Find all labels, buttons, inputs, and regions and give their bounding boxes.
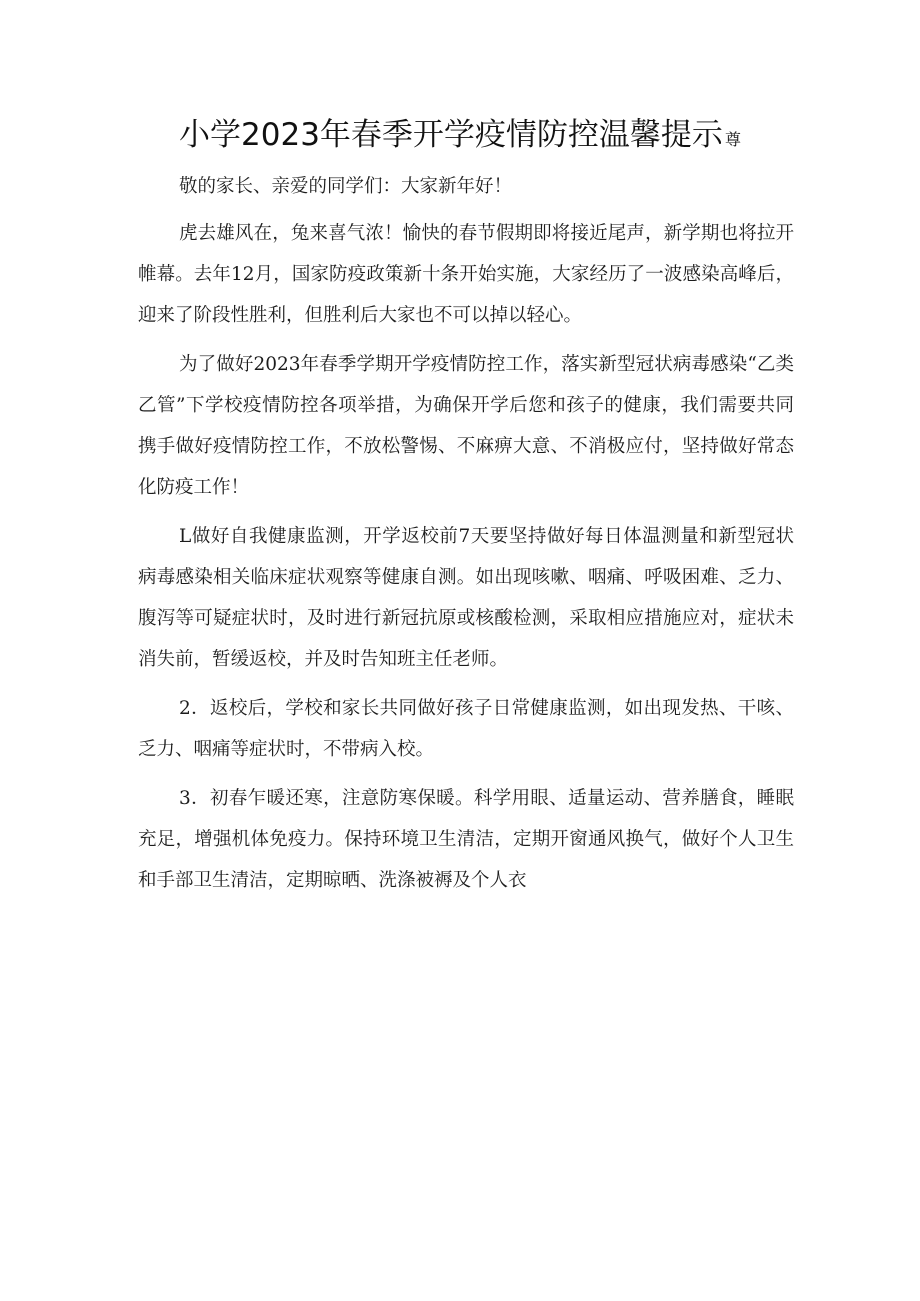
greeting-paragraph: 敬的家长、亲爱的同学们：大家新年好！ — [179, 176, 513, 197]
item-3-paragraph: 3．初春乍暖还寒，注意防寒保暖。科学用眼、适量运动、营养膳食，睡眠充足，增强机体免疫力。保持环境卫生清洁，定期开窗通风换气，做好个人卫生和手部卫生清洁，定期晾晒、洗涤被褥及个人衣 — [138, 788, 794, 891]
document-title — [0, 113, 920, 162]
document-body — [138, 166, 794, 909]
item-1-paragraph: L做好自我健康监测，开学返校前7天要坚持做好每日体温测量和新型冠状病毒感染相关临床症状观察等健康自测。如出现咳嗽、咽痛、呼吸困难、乏力、腹泻等可疑症状时，及时进行新冠抗原或核酸检测，采取相应措施应对，症状未消失前，暂缓返校，并及时告知班主任老师。 — [138, 526, 794, 670]
intro-paragraph: 虎去雄风在，兔来喜气浓！愉快的春节假期即将接近尾声，新学期也将拉开帷幕。去年12月，国家防疫政策新十条开始实施，大家经历了一波感染高峰后，迎来了阶段性胜利，但胜利后大家也不可以掉以轻心。 — [138, 223, 794, 326]
title-text: 小学2023年春季开学疫情防控温馨提示 — [179, 117, 723, 153]
title-tail-text: 尊 — [724, 130, 741, 149]
purpose-paragraph: 为了做好2023年春季学期开学疫情防控工作，落实新型冠状病毒感染“乙类乙管”下学校疫情防控各项举措，为确保开学后您和孩子的健康，我们需要共同携手做好疫情防控工作，不放松警惕、不麻痹大意、不消极应付，坚持做好常态化防疫工作！ — [138, 354, 794, 498]
item-2-paragraph: 2．返校后，学校和家长共同做好孩子日常健康监测，如出现发热、干咳、乏力、咽痛等症状时，不带病入校。 — [138, 698, 794, 760]
